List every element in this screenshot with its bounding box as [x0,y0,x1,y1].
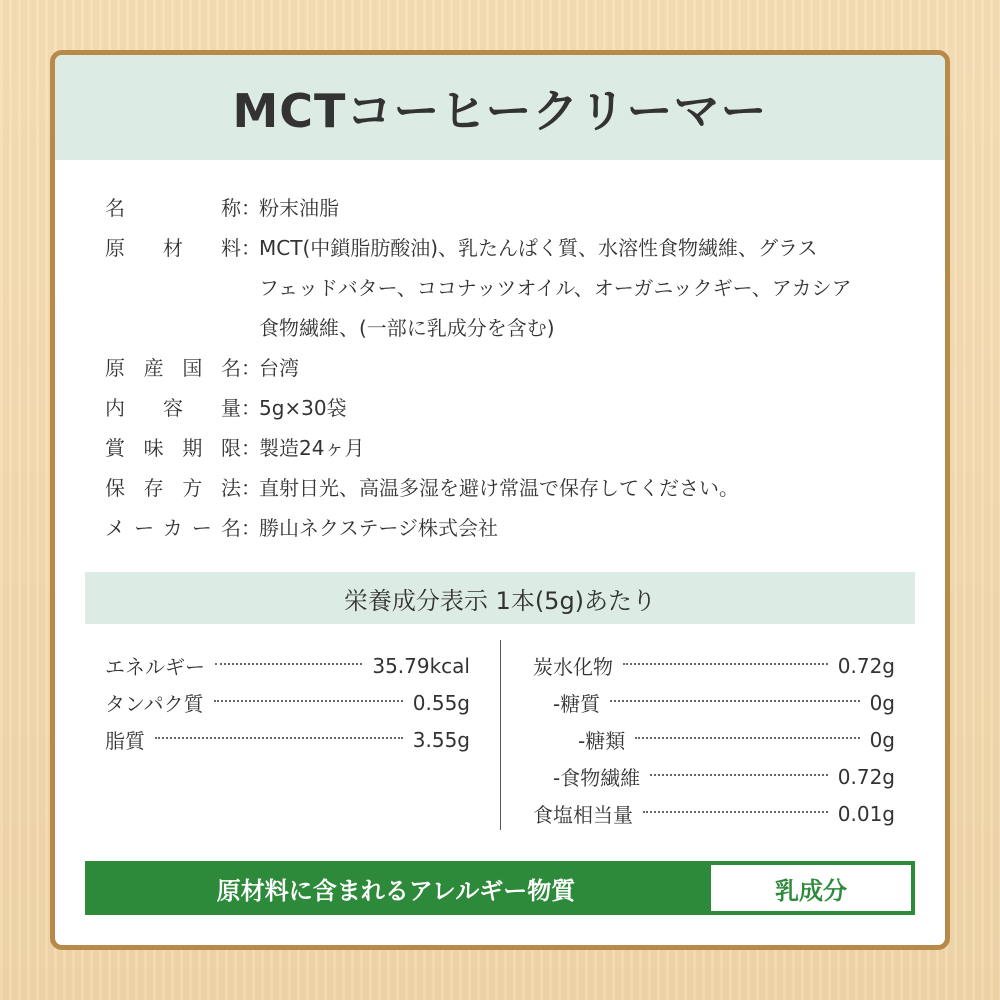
product-label-card [50,50,950,950]
spec-label: 賞味期限 [105,436,241,460]
spec-label [105,268,241,308]
spec-value: 粉末油脂 [259,196,339,220]
spec-value: フェッドバター、ココナッツオイル、オーガニックギー、アカシア [259,276,852,300]
spec-value: 勝山ネクステージ株式会社 [259,516,498,540]
nutrition-row [105,647,470,684]
nutrition-label: 炭水化物 [533,655,613,679]
nutrition-left-column [105,647,470,758]
spec-value: 台湾 [259,356,299,380]
nutrition-label: エネルギー [105,655,205,679]
nutrition-row [533,758,895,795]
nutrition-label: -食物繊維 [553,766,641,790]
allergy-value: 乳成分 [711,865,911,911]
dot-leader [635,737,859,739]
spec-label: 名称 [105,196,241,220]
allergy-banner [85,861,915,915]
nutrition-row [105,721,470,758]
nutrition-row [533,647,895,684]
spec-label: 内容量 [105,396,241,420]
spec-row-storage [105,468,905,508]
nutrition-row [533,721,895,758]
spec-value: 食物繊維、(一部に乳成分を含む) [259,316,555,340]
spec-colon: ： [241,436,261,460]
title-band [55,55,945,160]
nutrition-label: -糖質 [553,692,601,716]
nutrition-row [105,684,470,721]
spec-row-ingredients [105,228,905,268]
nutrition-header: 栄養成分表示 1本(5g)あたり [85,572,915,624]
spec-value: 直射日光、高温多湿を避け常温で保存してください。 [259,476,739,500]
nutrition-value: 0g [869,727,895,752]
spec-table [105,188,905,548]
spec-label: 原産国名 [105,356,241,380]
spec-colon: ： [241,236,261,260]
spec-label: 原材料 [105,236,241,260]
nutrition-value: 0.72g [837,653,895,678]
nutrition-value: 0.55g [412,690,470,715]
spec-colon: ： [241,476,261,500]
spec-value: 製造24ヶ月 [259,436,365,460]
spec-label: 保存方法 [105,476,241,500]
nutrition-value: 0.72g [837,764,895,789]
nutrition-label: -糖類 [578,729,626,753]
nutrition-right-column [533,647,895,832]
spec-value: 5g×30袋 [259,396,347,420]
spec-row-ingredients-cont [105,308,905,348]
spec-row-ingredients-cont [105,268,905,308]
spec-row-maker [105,508,905,548]
nutrition-label: 食塩相当量 [533,803,633,827]
dot-leader [650,774,828,776]
spec-row-expiry [105,428,905,468]
product-title: MCTコーヒークリーマー [232,83,768,138]
spec-colon: ： [241,196,261,220]
allergy-label: 原材料に含まれるアレルギー物質 [216,876,576,905]
dot-leader [215,663,362,665]
nutrition-label: 脂質 [105,729,145,753]
spec-value: MCT(中鎖脂肪酸油)、乳たんぱく質、水溶性食物繊維、グラス [259,236,818,260]
nutrition-value: 0g [869,690,895,715]
dot-leader [623,663,828,665]
spec-label [105,308,241,348]
dot-leader [214,700,403,702]
nutrition-value: 3.55g [412,727,470,752]
nutrition-row [533,684,895,721]
spec-colon: ： [241,356,261,380]
spec-colon: ： [241,396,261,420]
dot-leader [155,737,403,739]
nutrition-value: 35.79kcal [372,653,470,678]
spec-colon: ： [241,516,261,540]
column-divider [500,640,501,830]
nutrition-row [533,795,895,832]
nutrition-label: タンパク質 [105,692,204,716]
nutrition-value: 0.01g [837,801,895,826]
spec-row-origin [105,348,905,388]
dot-leader [643,811,828,813]
dot-leader [610,700,859,702]
spec-colon-blank [241,268,259,308]
spec-colon-blank [241,308,259,348]
spec-row-contents [105,388,905,428]
spec-label: メーカー名 [105,516,241,540]
spec-row-name [105,188,905,228]
